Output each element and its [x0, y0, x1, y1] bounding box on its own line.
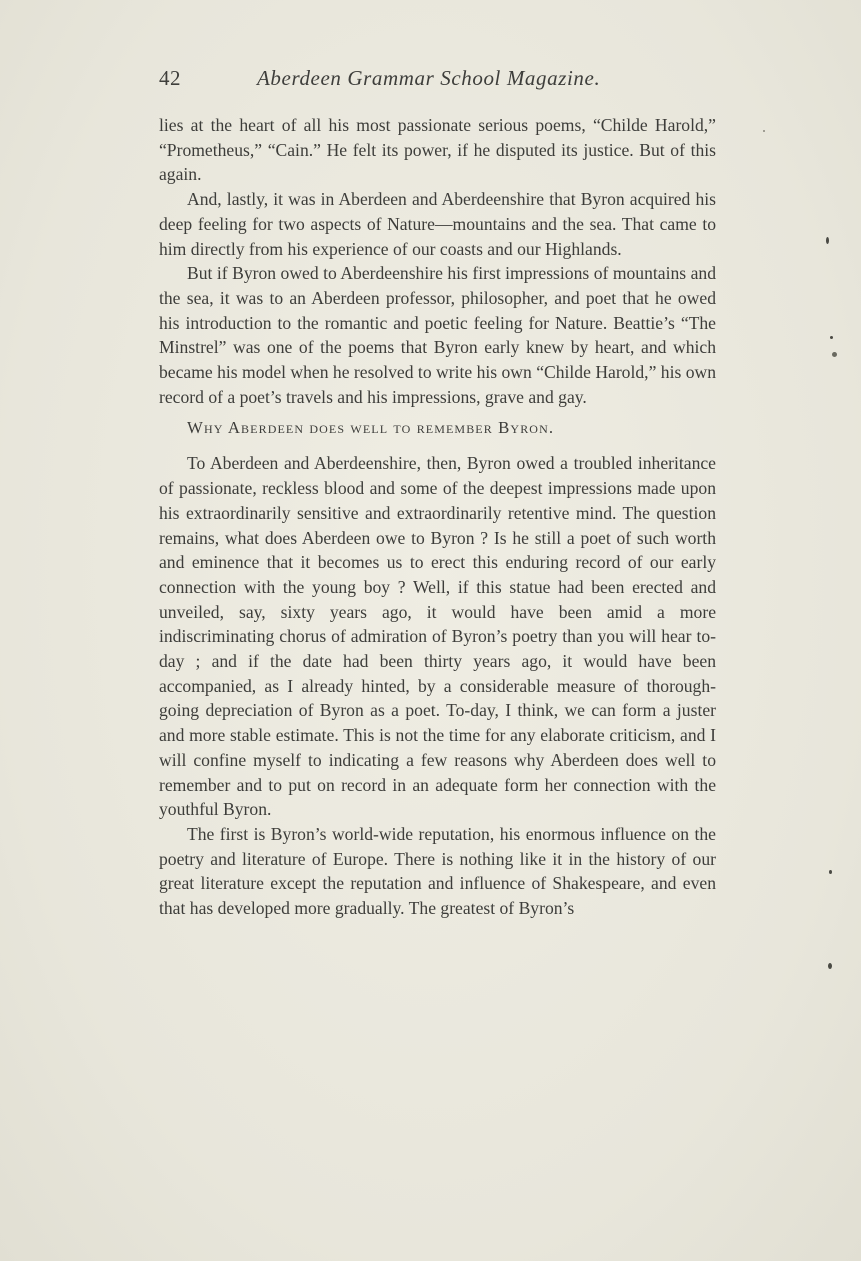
paragraph: And, lastly, it was in Aberdeen and Aberdeenshire that Byron acquired his deep feeling for two aspects of Nature—mountains and the sea. That came to him directly from his experience of our coasts and our Highlands.: [159, 189, 716, 259]
ink-speck: [832, 352, 837, 357]
paragraph-continued: lies at the heart of all his most passionate serious poems, “Childe Harold,” “Prometheus,” “Cain.” He felt its power, if he disputed its justice. But of this again.: [159, 115, 716, 185]
paragraph: But if Byron owed to Aberdeenshire his first impressions of mountains and the sea, it was to an Aberdeen professor, philosopher, and poet that he owed his introduction to the romantic and poetic feeling for Nature. Beattie’s “The Minstrel” was one of the poems that Byron early knew by heart, and which became his model when he resolved to write his own “Childe Harold,” his own record of a poet’s travels and his impressions, grave and gay.: [159, 263, 717, 407]
page-number: 42: [159, 66, 181, 90]
article-body: [159, 113, 716, 921]
ink-speck: [826, 237, 829, 244]
section-heading: Why Aberdeen does well to remember Byron.: [187, 418, 555, 438]
running-head-title: Aberdeen Grammar School Magazine.: [257, 66, 601, 90]
ink-speck: [828, 963, 832, 969]
paragraph: To Aberdeen and Aberdeenshire, then, Byron owed a troubled inheritance of passionate, reckless blood and some of the deepest impressions made upon his extraordinarily sensitive and extraordinarily retentive mind. The question remains, what does Aberdeen owe to Byron ? Is he still a poet of such worth and eminence that it becomes us to erect this enduring record of our early connection with the young boy ? Well, if this statue had been erected and unveiled, say, sixty years ago, it would have been amid a more indiscriminating chorus of admiration of Byron’s poetry than you will hear to-day ; and if the date had been thirty years ago, it would have been accompanied, as I already hinted, by a considerable measure of thorough-going depreciation of Byron as a poet. To-day, I think, we can form a juster and more stable estimate. This is not the time for any elaborate criticism, and I will confine myself to indicating a few reasons why Aberdeen does well to remember and to put on record in an adequate form her connection with the youthful Byron.: [159, 453, 716, 820]
paragraph: The first is Byron’s world-wide reputation, his enormous influence on the poetry and literature of Europe. There is nothing like it in the history of our great literature except the reputation and influence of Shakespeare, and even that has developed more gradually. The greatest of Byron’s: [159, 823, 716, 919]
ink-speck: [763, 130, 765, 132]
ink-speck: [829, 870, 832, 874]
page-header: [159, 66, 719, 96]
ink-speck: [830, 336, 833, 339]
